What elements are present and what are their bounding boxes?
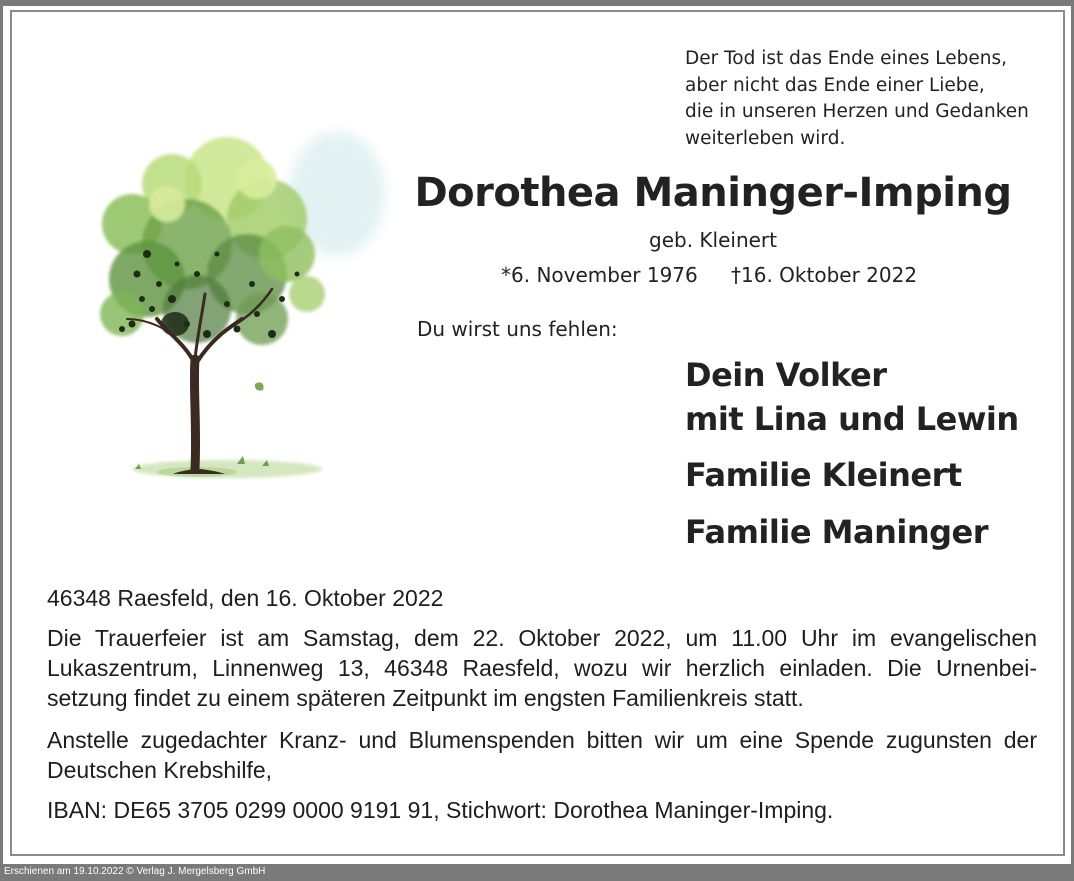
mourners-intro: Du wirst uns fehlen: (417, 317, 618, 341)
mourner-line: Familie Maninger (685, 513, 989, 551)
quote-line: aber nicht das Ende einer Liebe, (685, 74, 985, 96)
place-date: 46348 Raesfeld, den 16. Oktober 2022 (47, 585, 444, 611)
memorial-quote (685, 46, 1055, 152)
iban-text: IBAN: DE65 3705 0299 0000 9191 91, Stichwort: Dorothea Maninger-Imping. (47, 797, 834, 823)
mourner-line: Familie Kleinert (685, 456, 962, 494)
death-date: †16. Oktober 2022 (731, 263, 918, 287)
tree-icon (77, 124, 397, 494)
mourner-line: Dein Volker (685, 356, 887, 394)
quote-line: weiterleben wird. (685, 127, 846, 149)
deceased-name: Dorothea Maninger-Imping (414, 170, 1012, 216)
mourner-line: mit Lina und Lewin (685, 400, 1019, 438)
quote-line: die in unseren Herzen und Gedanken (685, 101, 1029, 122)
ceremony-text: Die Trauerfeier ist am Samstag, dem 22. Oktober 2022, um 11.00 Uhr im evangelischen Lukaszentrum, Linnenweg 13, 46348 Raesfeld, wozu wir herzlich einladen. Die Urnenbei- setzung findet zu einem späteren Zeitpunkt im engsten Familienkreis statt. (47, 625, 1037, 711)
obituary-card (3, 6, 1071, 864)
publication-footer: Erschienen am 19.10.2022 © Verlag J. Mergelsberg GmbH (4, 866, 266, 877)
birth-name: geb. Kleinert (649, 228, 777, 252)
donation-text: Anstelle zugedachter Kranz- und Blumenspenden bitten wir um eine Spende zugunsten der Deutschen Krebshilfe, (47, 727, 1037, 783)
birth-date: *6. November 1976 (501, 263, 698, 287)
quote-line: Der Tod ist das Ende eines Lebens, (685, 48, 1008, 69)
